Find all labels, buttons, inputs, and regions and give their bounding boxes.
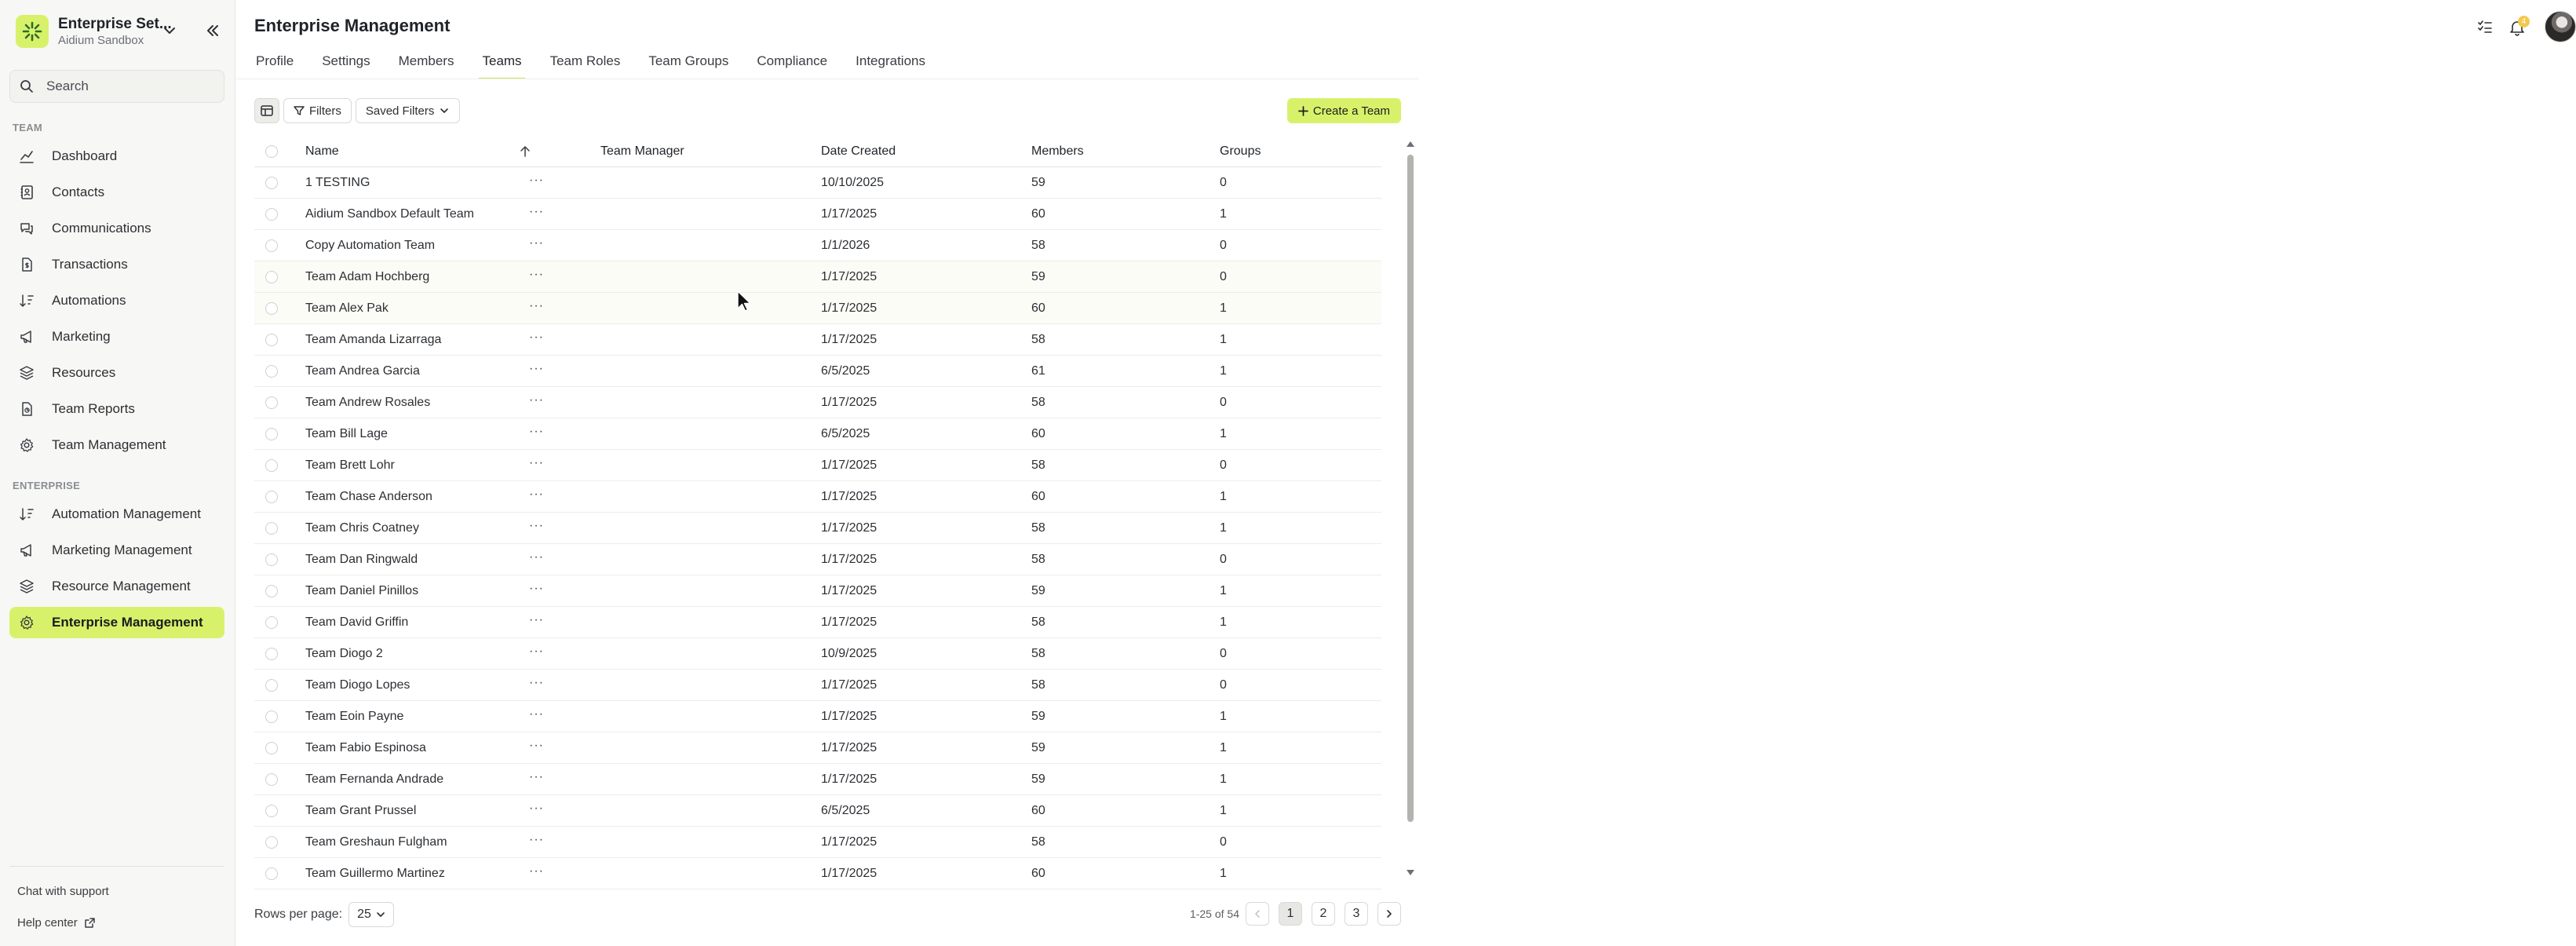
team-name-cell: Team Daniel Pinillos <box>305 584 419 597</box>
table-row[interactable] <box>254 450 1381 481</box>
team-name-cell: Team Amanda Lizarraga <box>305 333 442 346</box>
members-cell: 60 <box>1031 427 1045 440</box>
team-name-cell: Team Andrea Garcia <box>305 364 420 378</box>
members-cell: 58 <box>1031 458 1045 472</box>
sidebar-item-label: Automations <box>52 293 126 308</box>
date-created-cell: 1/17/2025 <box>821 458 878 472</box>
megaphone-icon <box>19 329 35 345</box>
sidebar-item-team-management[interactable] <box>9 429 224 461</box>
groups-cell: 0 <box>1220 835 1227 849</box>
row-actions-menu-icon[interactable]: ··· <box>529 268 544 281</box>
table-row[interactable] <box>254 638 1381 670</box>
next-page-button[interactable] <box>1377 902 1401 926</box>
column-header-date-created[interactable]: Date Created <box>821 144 896 158</box>
row-actions-menu-icon[interactable]: ··· <box>529 236 544 250</box>
chat-bubbles-icon <box>19 221 35 236</box>
filter-funnel-icon <box>294 105 305 116</box>
gear-icon <box>19 437 35 453</box>
members-cell: 58 <box>1031 615 1045 629</box>
team-name-cell: Team Guillermo Martinez <box>305 867 445 880</box>
help-center-link[interactable] <box>17 916 96 930</box>
date-created-cell: 10/10/2025 <box>821 176 885 189</box>
members-cell: 60 <box>1031 301 1045 315</box>
groups-cell: 1 <box>1220 804 1227 817</box>
members-cell: 59 <box>1031 741 1045 754</box>
row-actions-menu-icon[interactable]: ··· <box>529 582 544 595</box>
main-content <box>236 0 2527 946</box>
row-checkbox[interactable] <box>265 805 278 817</box>
table-scrollbar[interactable] <box>1405 137 1416 883</box>
team-name-cell: Team Dan Ringwald <box>305 553 418 566</box>
workspace-switcher[interactable] <box>16 13 228 50</box>
row-checkbox[interactable] <box>265 177 278 189</box>
row-actions-menu-icon[interactable]: ··· <box>529 173 544 187</box>
team-name-cell: Team Brett Lohr <box>305 458 395 472</box>
sidebar-item-label: Marketing Management <box>52 542 192 557</box>
groups-cell: 0 <box>1220 458 1227 472</box>
tab-bar <box>254 50 952 79</box>
search-input[interactable] <box>9 70 224 103</box>
table-row[interactable] <box>254 858 1381 889</box>
members-cell: 58 <box>1031 647 1045 660</box>
date-created-cell: 1/17/2025 <box>821 584 878 597</box>
members-cell: 58 <box>1031 835 1045 849</box>
row-checkbox[interactable] <box>265 491 278 503</box>
row-checkbox[interactable] <box>265 428 278 440</box>
row-checkbox[interactable] <box>265 334 278 346</box>
row-actions-menu-icon[interactable]: ··· <box>529 864 544 878</box>
groups-cell: 1 <box>1220 741 1227 754</box>
row-actions-menu-icon[interactable]: ··· <box>529 519 544 532</box>
table-toolbar <box>254 98 464 123</box>
row-actions-menu-icon[interactable]: ··· <box>529 645 544 658</box>
help-center-label: Help center <box>17 916 78 930</box>
table-row[interactable] <box>254 481 1381 513</box>
column-header-members[interactable]: Members <box>1031 144 1084 158</box>
date-created-cell: 6/5/2025 <box>821 427 870 440</box>
sidebar-item-label: Transactions <box>52 257 128 272</box>
avatar[interactable] <box>2545 11 2576 42</box>
date-created-cell: 1/17/2025 <box>821 553 878 566</box>
date-created-cell: 1/17/2025 <box>821 835 878 849</box>
table-row[interactable] <box>254 199 1381 230</box>
table-grid-icon <box>261 105 273 116</box>
tab-members[interactable]: Members <box>398 53 454 68</box>
sidebar-item-label: Resources <box>52 365 116 380</box>
external-link-icon <box>84 917 96 929</box>
team-name-cell: Team Chris Coatney <box>305 521 419 535</box>
workspace-logo-icon <box>16 15 49 48</box>
team-name-cell: Team David Griffin <box>305 615 409 629</box>
section-label-team: TEAM <box>13 122 43 133</box>
team-name-cell: Team Grant Prussel <box>305 804 417 817</box>
row-actions-menu-icon[interactable]: ··· <box>529 739 544 752</box>
members-cell: 60 <box>1031 867 1045 880</box>
collapse-sidebar-icon[interactable] <box>204 22 221 39</box>
notifications-button[interactable] <box>2507 16 2529 38</box>
sidebar-item-communications[interactable] <box>9 213 224 244</box>
sidebar-item-dashboard[interactable] <box>9 141 224 172</box>
date-created-cell: 1/1/2026 <box>821 239 870 252</box>
table-row[interactable] <box>254 513 1381 544</box>
scrollbar-thumb[interactable] <box>1407 155 1414 822</box>
team-name-cell: Team Chase Anderson <box>305 490 432 503</box>
groups-cell: 0 <box>1220 396 1227 409</box>
sidebar-item-resources[interactable] <box>9 357 224 389</box>
row-checkbox[interactable] <box>265 239 278 252</box>
team-name-cell: Team Greshaun Fulgham <box>305 835 447 849</box>
date-created-cell: 1/17/2025 <box>821 710 878 723</box>
table-row[interactable] <box>254 795 1381 827</box>
notification-badge: 4 <box>2518 16 2530 27</box>
table-row[interactable] <box>254 261 1381 293</box>
groups-cell: 0 <box>1220 553 1227 566</box>
date-created-cell: 6/5/2025 <box>821 804 870 817</box>
sidebar-item-automation-management[interactable] <box>9 499 224 530</box>
row-actions-menu-icon[interactable]: ··· <box>529 393 544 407</box>
report-document-icon <box>19 401 35 417</box>
groups-cell: 0 <box>1220 647 1227 660</box>
mouse-cursor-icon <box>736 290 752 313</box>
groups-cell: 1 <box>1220 207 1227 221</box>
table-row[interactable] <box>254 732 1381 764</box>
search-icon <box>20 79 34 93</box>
table-row[interactable] <box>254 764 1381 795</box>
row-actions-menu-icon[interactable]: ··· <box>529 676 544 689</box>
row-actions-menu-icon[interactable]: ··· <box>529 456 544 469</box>
row-actions-menu-icon[interactable]: ··· <box>529 488 544 501</box>
members-cell: 60 <box>1031 804 1045 817</box>
section-label-enterprise: ENTERPRISE <box>13 480 81 491</box>
team-name-cell: Team Fernanda Andrade <box>305 773 444 786</box>
sidebar-item-label: Resource Management <box>52 579 191 594</box>
members-cell: 61 <box>1031 364 1045 378</box>
date-created-cell: 10/9/2025 <box>821 647 878 660</box>
sidebar-item-team-reports[interactable] <box>9 393 224 425</box>
row-checkbox[interactable] <box>265 271 278 283</box>
sidebar-item-automations[interactable] <box>9 285 224 316</box>
scroll-down-arrow-icon[interactable] <box>1406 869 1415 877</box>
rows-per-page-select[interactable] <box>348 902 394 927</box>
team-name-cell: Team Fabio Espinosa <box>305 741 426 754</box>
team-name-cell: Team Alex Pak <box>305 301 389 315</box>
team-name-cell: Team Diogo Lopes <box>305 678 410 692</box>
team-name-cell: Aidium Sandbox Default Team <box>305 207 474 221</box>
table-row[interactable] <box>254 544 1381 575</box>
sidebar-item-label: Team Management <box>52 437 166 452</box>
document-dollar-icon <box>19 257 35 272</box>
members-cell: 58 <box>1031 239 1045 252</box>
table-row[interactable] <box>254 418 1381 450</box>
tab-profile[interactable]: Profile <box>256 53 294 68</box>
groups-cell: 1 <box>1220 490 1227 503</box>
row-checkbox[interactable] <box>265 585 278 597</box>
groups-cell: 0 <box>1220 239 1227 252</box>
members-cell: 58 <box>1031 396 1045 409</box>
row-actions-menu-icon[interactable]: ··· <box>529 707 544 721</box>
groups-cell: 1 <box>1220 867 1227 880</box>
members-cell: 60 <box>1031 207 1045 221</box>
row-checkbox[interactable] <box>265 742 278 754</box>
sort-arrows-icon <box>19 506 35 522</box>
table-row[interactable] <box>254 356 1381 387</box>
date-created-cell: 1/17/2025 <box>821 301 878 315</box>
row-checkbox[interactable] <box>265 836 278 849</box>
tab-compliance[interactable]: Compliance <box>757 53 828 68</box>
tab-teams[interactable]: Teams <box>480 50 523 79</box>
row-checkbox[interactable] <box>265 365 278 378</box>
members-cell: 59 <box>1031 773 1045 786</box>
members-cell: 59 <box>1031 584 1045 597</box>
gear-icon <box>19 615 35 630</box>
groups-cell: 1 <box>1220 521 1227 535</box>
team-name-cell: Copy Automation Team <box>305 239 436 252</box>
row-checkbox[interactable] <box>265 396 278 409</box>
row-checkbox[interactable] <box>265 302 278 315</box>
groups-cell: 1 <box>1220 427 1227 440</box>
groups-cell: 1 <box>1220 333 1227 346</box>
filters-button[interactable] <box>283 98 352 123</box>
row-checkbox[interactable] <box>265 648 278 660</box>
team-name-cell: Team Adam Hochberg <box>305 270 430 283</box>
groups-cell: 0 <box>1220 176 1227 189</box>
members-cell: 59 <box>1031 710 1045 723</box>
column-header-team-manager[interactable]: Team Manager <box>600 144 684 158</box>
row-checkbox[interactable] <box>265 459 278 472</box>
groups-cell: 1 <box>1220 584 1227 597</box>
sidebar-item-resource-management[interactable] <box>9 571 224 602</box>
row-actions-menu-icon[interactable]: ··· <box>529 550 544 564</box>
column-header-name[interactable]: Name <box>305 144 339 158</box>
row-checkbox[interactable] <box>265 208 278 221</box>
date-created-cell: 1/17/2025 <box>821 773 878 786</box>
groups-cell: 0 <box>1220 270 1227 283</box>
megaphone-icon <box>19 542 35 558</box>
table-row[interactable] <box>254 701 1381 732</box>
sidebar <box>0 0 235 946</box>
chevron-left-icon <box>1253 909 1262 919</box>
table-row[interactable] <box>254 230 1381 261</box>
table-row[interactable] <box>254 670 1381 701</box>
row-actions-menu-icon[interactable]: ··· <box>529 299 544 312</box>
team-name-cell: Team Diogo 2 <box>305 647 383 660</box>
members-cell: 59 <box>1031 176 1045 189</box>
date-created-cell: 1/17/2025 <box>821 333 878 346</box>
sidebar-item-label: Contacts <box>52 184 105 199</box>
row-actions-menu-icon[interactable]: ··· <box>529 613 544 626</box>
page-button-1[interactable]: 1 <box>1279 902 1302 926</box>
sidebar-item-contacts[interactable] <box>9 177 224 208</box>
groups-cell: 1 <box>1220 710 1227 723</box>
row-actions-menu-icon[interactable]: ··· <box>529 362 544 375</box>
row-checkbox[interactable] <box>265 773 278 786</box>
workspace-name: Enterprise Set... <box>58 16 172 32</box>
select-all-checkbox[interactable] <box>265 145 278 158</box>
pagination-range: 1-25 of 54 <box>1189 908 1239 920</box>
row-actions-menu-icon[interactable]: ··· <box>529 833 544 846</box>
sidebar-item-transactions[interactable] <box>9 249 224 280</box>
table-view-toggle[interactable] <box>254 98 279 123</box>
sidebar-item-label: Team Reports <box>52 401 135 416</box>
table-row[interactable] <box>254 387 1381 418</box>
table-row[interactable] <box>254 827 1381 858</box>
members-cell: 58 <box>1031 521 1045 535</box>
row-actions-menu-icon[interactable]: ··· <box>529 770 544 783</box>
search-placeholder: Search <box>46 79 89 93</box>
workspace-subtitle: Aidium Sandbox <box>58 34 144 47</box>
tab-settings[interactable]: Settings <box>322 53 370 68</box>
pagination <box>1190 902 1401 926</box>
sidebar-item-label: Enterprise Management <box>52 615 203 630</box>
scroll-up-arrow-icon[interactable] <box>1406 140 1415 148</box>
sidebar-item-label: Dashboard <box>52 148 118 163</box>
table-row[interactable] <box>254 293 1381 324</box>
saved-filters-dropdown[interactable] <box>356 98 461 123</box>
members-cell: 58 <box>1031 553 1045 566</box>
tab-integrations[interactable]: Integrations <box>856 53 925 68</box>
members-cell: 58 <box>1031 333 1045 346</box>
sort-arrow-up-icon[interactable] <box>519 145 531 158</box>
row-actions-menu-icon[interactable]: ··· <box>529 331 544 344</box>
page-title: Enterprise Management <box>254 16 451 35</box>
row-checkbox[interactable] <box>265 867 278 880</box>
row-checkbox[interactable] <box>265 553 278 566</box>
groups-cell: 1 <box>1220 773 1227 786</box>
groups-cell: 0 <box>1220 678 1227 692</box>
groups-cell: 1 <box>1220 364 1227 378</box>
team-name-cell: Team Andrew Rosales <box>305 396 431 409</box>
groups-cell: 1 <box>1220 301 1227 315</box>
row-checkbox[interactable] <box>265 679 278 692</box>
column-header-groups[interactable]: Groups <box>1220 144 1261 158</box>
table-body <box>254 167 1381 889</box>
sidebar-item-marketing-management[interactable] <box>9 535 224 566</box>
prev-page-button[interactable] <box>1246 902 1269 926</box>
members-cell: 60 <box>1031 490 1045 503</box>
chevron-right-icon <box>1385 909 1394 919</box>
chevron-down-icon <box>376 910 385 919</box>
row-actions-menu-icon[interactable]: ··· <box>529 205 544 218</box>
layers-icon <box>19 365 35 381</box>
date-created-cell: 1/17/2025 <box>821 396 878 409</box>
team-name-cell: Team Bill Lage <box>305 427 388 440</box>
chevron-down-icon[interactable] <box>161 22 178 39</box>
table-row[interactable] <box>254 167 1381 199</box>
create-team-button[interactable] <box>1287 98 1401 123</box>
page-button-3[interactable]: 3 <box>1345 902 1368 926</box>
filters-label: Filters <box>309 104 341 118</box>
saved-filters-label: Saved Filters <box>365 104 435 118</box>
tab-team-groups[interactable]: Team Groups <box>648 53 729 68</box>
create-team-label: Create a Team <box>1312 104 1390 118</box>
members-cell: 59 <box>1031 270 1045 283</box>
table-row[interactable] <box>254 607 1381 638</box>
page-button-2[interactable]: 2 <box>1312 902 1335 926</box>
tab-team-roles[interactable]: Team Roles <box>549 53 621 68</box>
sidebar-divider <box>9 866 224 867</box>
date-created-cell: 6/5/2025 <box>821 364 870 378</box>
table-header <box>254 136 1381 167</box>
date-created-cell: 1/17/2025 <box>821 678 878 692</box>
table-row[interactable] <box>254 575 1381 607</box>
team-name-cell: 1 TESTING <box>305 176 370 189</box>
row-checkbox[interactable] <box>265 710 278 723</box>
sidebar-item-marketing[interactable] <box>9 321 224 352</box>
table-row[interactable] <box>254 324 1381 356</box>
rows-per-page-value: 25 <box>357 908 371 921</box>
checklist-icon[interactable] <box>2477 19 2493 35</box>
date-created-cell: 1/17/2025 <box>821 615 878 629</box>
date-created-cell: 1/17/2025 <box>821 741 878 754</box>
row-actions-menu-icon[interactable]: ··· <box>529 802 544 815</box>
date-created-cell: 1/17/2025 <box>821 490 878 503</box>
chat-with-support-link[interactable]: Chat with support <box>17 885 109 898</box>
date-created-cell: 1/17/2025 <box>821 207 878 221</box>
team-name-cell: Team Eoin Payne <box>305 710 404 723</box>
layers-icon <box>19 579 35 594</box>
row-checkbox[interactable] <box>265 616 278 629</box>
groups-cell: 1 <box>1220 615 1227 629</box>
sidebar-item-label: Communications <box>52 221 151 236</box>
rows-per-page-label: Rows per page: <box>254 908 343 921</box>
sidebar-item-label: Marketing <box>52 329 111 344</box>
date-created-cell: 1/17/2025 <box>821 867 878 880</box>
sort-arrows-icon <box>19 293 35 309</box>
chart-line-icon <box>19 148 35 164</box>
contacts-book-icon <box>19 184 35 200</box>
chevron-down-icon <box>439 105 450 116</box>
plus-icon <box>1298 106 1308 116</box>
teams-table <box>254 136 1381 883</box>
sidebar-item-enterprise-management[interactable] <box>9 607 224 638</box>
row-checkbox[interactable] <box>265 522 278 535</box>
row-actions-menu-icon[interactable]: ··· <box>529 425 544 438</box>
sidebar-item-label: Automation Management <box>52 506 201 521</box>
members-cell: 58 <box>1031 678 1045 692</box>
date-created-cell: 1/17/2025 <box>821 270 878 283</box>
rows-per-page <box>254 902 394 927</box>
date-created-cell: 1/17/2025 <box>821 521 878 535</box>
